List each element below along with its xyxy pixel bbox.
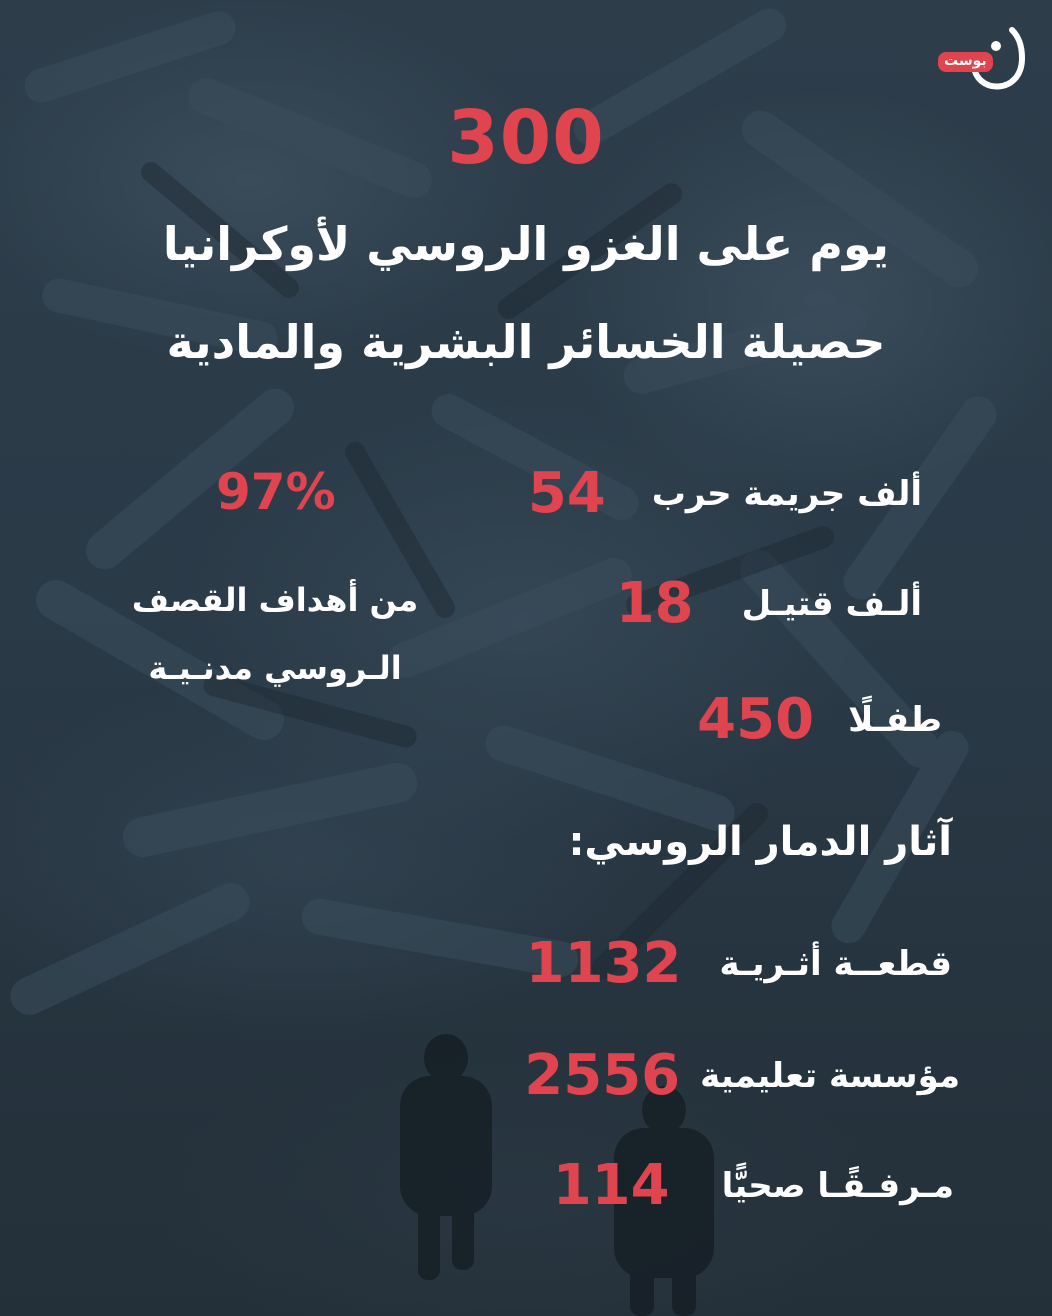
stat-label: ألف جريمة حرب	[651, 474, 922, 514]
logo-badge: بوست	[938, 52, 993, 72]
stat-label: طفـلًا	[848, 700, 942, 740]
stat-heritage-pieces	[526, 932, 952, 996]
headline-title: يوم على الغزو الروسي لأوكرانيا	[162, 217, 890, 271]
stat-value: 114	[552, 1153, 670, 1218]
stat-value: 2556	[524, 1043, 681, 1108]
stat-label: ألـف قتيـل	[741, 584, 922, 624]
stat-children	[697, 688, 942, 752]
stat-value: 450	[697, 687, 815, 752]
civilian-targets-text-line1: من أهداف القصف	[131, 581, 419, 619]
destruction-heading: آثار الدمار الروسي:	[568, 819, 952, 865]
stat-value: 18	[615, 571, 694, 636]
stat-educational-institutions	[524, 1044, 960, 1108]
stat-health-facilities	[553, 1154, 954, 1218]
brand-logo[interactable]	[936, 24, 1036, 104]
stat-label: قطعــة أثـريـة	[719, 944, 952, 984]
stat-value: 54	[527, 461, 606, 526]
days-count: 300	[447, 95, 605, 181]
stat-label: مؤسسة تعليمية	[700, 1056, 960, 1096]
stat-killed	[616, 572, 922, 636]
stat-value: 1132	[525, 931, 682, 996]
stat-war-crimes	[528, 462, 922, 526]
headline-subtitle: حصيلة الخسائر البشرية والمادية	[166, 315, 886, 369]
civilian-targets-text-line2: الـروسي مدنـيـة	[148, 649, 402, 687]
civilian-targets-percent: 97%	[216, 463, 336, 521]
stat-label: مـرفـقًـا صحيًّا	[721, 1166, 954, 1206]
